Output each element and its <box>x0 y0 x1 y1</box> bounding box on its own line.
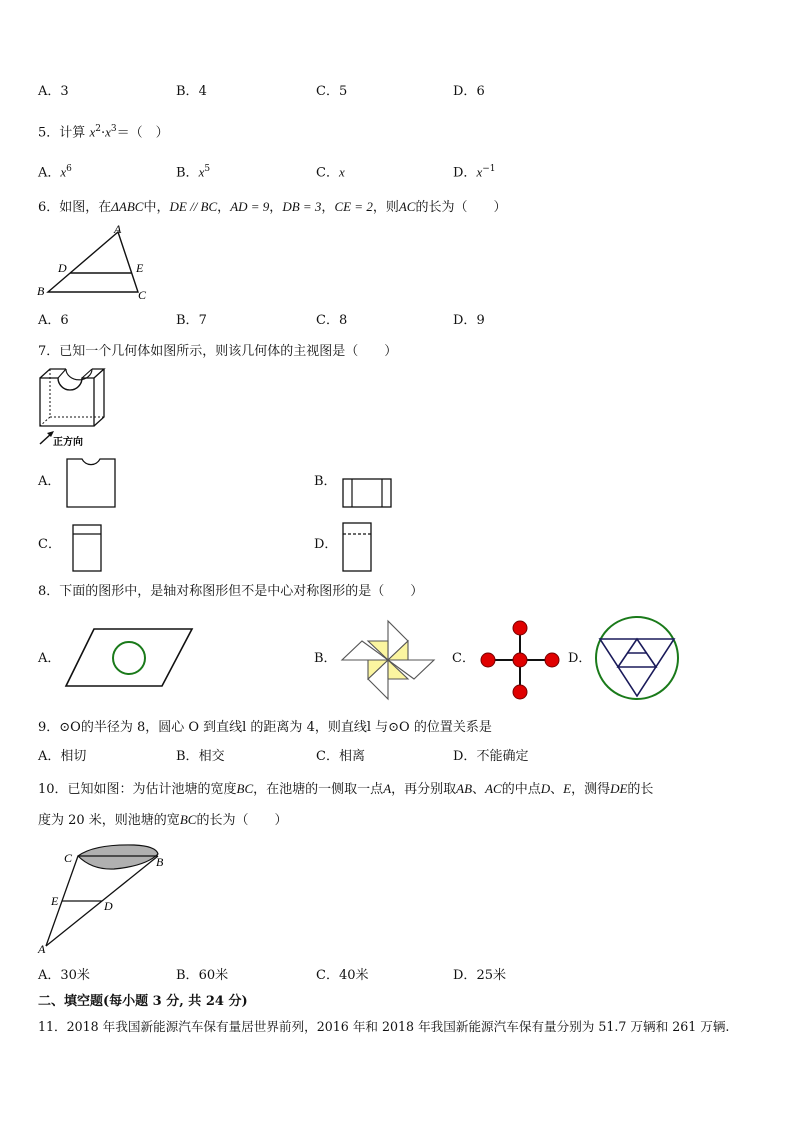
solid-groove-edges <box>58 369 92 378</box>
q6-option-b[interactable]: B．7 <box>176 313 207 328</box>
q9-option-c[interactable]: C．相离 <box>316 749 365 764</box>
red-dot <box>513 685 527 699</box>
q5-option-b[interactable]: B．$x^5$ <box>176 164 211 181</box>
q8-option-b-pinwheel[interactable] <box>338 617 438 703</box>
q7-option-d-figure[interactable] <box>342 522 374 574</box>
label-e: E <box>51 894 59 908</box>
q4-option-a[interactable]: A．3 <box>38 84 69 99</box>
q7-option-a-figure[interactable] <box>66 458 118 510</box>
q7-option-a-letter[interactable]: A． <box>38 474 61 489</box>
q8-option-a-letter[interactable]: A． <box>38 651 61 666</box>
red-dot <box>545 653 559 667</box>
q8-option-d-figure[interactable] <box>592 612 684 704</box>
label-d: D <box>104 899 113 913</box>
q7-option-c-figure[interactable] <box>72 524 104 574</box>
q5-stem: 5．计算 $x^2\cdot x^3=$（ ） <box>38 124 169 141</box>
q6-stem: 6．如图，在ΔABC中，DE // BC，AD = 9，DB = 3，CE = 2，则AC的长为（ ） <box>38 199 507 215</box>
q5-option-d[interactable]: D．$x^{-1}$ <box>453 164 496 181</box>
q7-option-d-letter[interactable]: D． <box>314 537 338 552</box>
q9-option-b[interactable]: B．相交 <box>176 749 225 764</box>
label-b: B <box>37 284 45 298</box>
q10-option-c[interactable]: C．40米 <box>316 968 369 983</box>
q5-option-c[interactable]: C．x <box>316 164 345 181</box>
q8-option-a-figure[interactable] <box>64 626 196 690</box>
q8-stem: 8．下面的图形中，是轴对称图形但不是中心对称图形的是（ ） <box>38 584 424 599</box>
view-c-outline <box>73 525 101 571</box>
q8-option-d-letter[interactable]: D． <box>568 651 592 666</box>
parallelogram <box>66 629 192 686</box>
q10-stem-line1: 10．已知如图：为估计池塘的宽度BC，在池塘的一侧取一点A，再分别取AB、AC的中点D、E，测得DE的长 <box>38 781 654 797</box>
label-d: D <box>58 261 67 275</box>
label-b: B <box>156 855 164 869</box>
q6-triangle-figure <box>32 222 152 304</box>
q7-option-b-figure[interactable] <box>342 478 394 510</box>
q9-option-a[interactable]: A．相切 <box>38 749 87 764</box>
label-c: C <box>138 288 147 302</box>
q4-option-b[interactable]: B．4 <box>176 84 207 99</box>
q9-stem: 9．⊙O的半径为 8，圆心 O 到直线l 的距离为 4，则直线l 与⊙O 的位置关系是 <box>38 720 492 735</box>
view-a-shape <box>67 459 115 507</box>
q7-option-b-letter[interactable]: B． <box>314 474 337 489</box>
solid-top-right <box>92 369 104 378</box>
q11-stem: 11．2018 年我国新能源汽车保有量居世界前列，2016 年和 2018 年我国新能源汽车保有量分别为 51.7 万辆和 261 万辆. <box>38 1019 730 1034</box>
q10-option-d[interactable]: D．25米 <box>453 968 506 983</box>
label-e: E <box>136 261 144 275</box>
q4-option-c[interactable]: C．5 <box>316 84 348 99</box>
q8-option-c-letter[interactable]: C． <box>452 651 475 666</box>
q10-pond-figure <box>34 842 174 956</box>
q10-option-a[interactable]: A．30米 <box>38 968 90 983</box>
label-a: A <box>38 942 46 956</box>
q6-option-d[interactable]: D．9 <box>453 313 485 328</box>
q6-option-c[interactable]: C．8 <box>316 313 348 328</box>
solid-front-face <box>40 378 94 426</box>
red-dot <box>481 653 495 667</box>
q7-stem: 7．已知一个几何体如图所示，则该几何体的主视图是（ ） <box>38 344 398 359</box>
q9-option-d[interactable]: D．不能确定 <box>453 749 529 764</box>
label-a: A <box>114 222 122 236</box>
outer-green-circle <box>596 617 678 699</box>
red-dot <box>513 653 527 667</box>
view-d-outline <box>343 523 371 571</box>
q7-solid-figure <box>36 364 116 448</box>
q6-option-a[interactable]: A．6 <box>38 313 69 328</box>
q4-option-d[interactable]: D．6 <box>453 84 485 99</box>
view-b-outline <box>343 479 391 507</box>
q8-option-b-letter[interactable]: B． <box>314 651 337 666</box>
green-circle <box>113 642 145 674</box>
q10-option-b[interactable]: B．60米 <box>176 968 229 983</box>
label-c: C <box>64 851 73 865</box>
q5-option-a[interactable]: A．$x^6$ <box>38 164 72 181</box>
q7-option-c-letter[interactable]: C． <box>38 537 61 552</box>
q8-option-c-dots[interactable] <box>476 614 564 706</box>
q10-stem-line2: 度为 20 米，则池塘的宽BC的长为（ ） <box>38 812 288 828</box>
red-dot <box>513 621 527 635</box>
section2-heading: 二、填空题(每小题 3 分, 共 24 分) <box>38 994 248 1009</box>
front-direction-label: 正方向 <box>53 437 83 448</box>
